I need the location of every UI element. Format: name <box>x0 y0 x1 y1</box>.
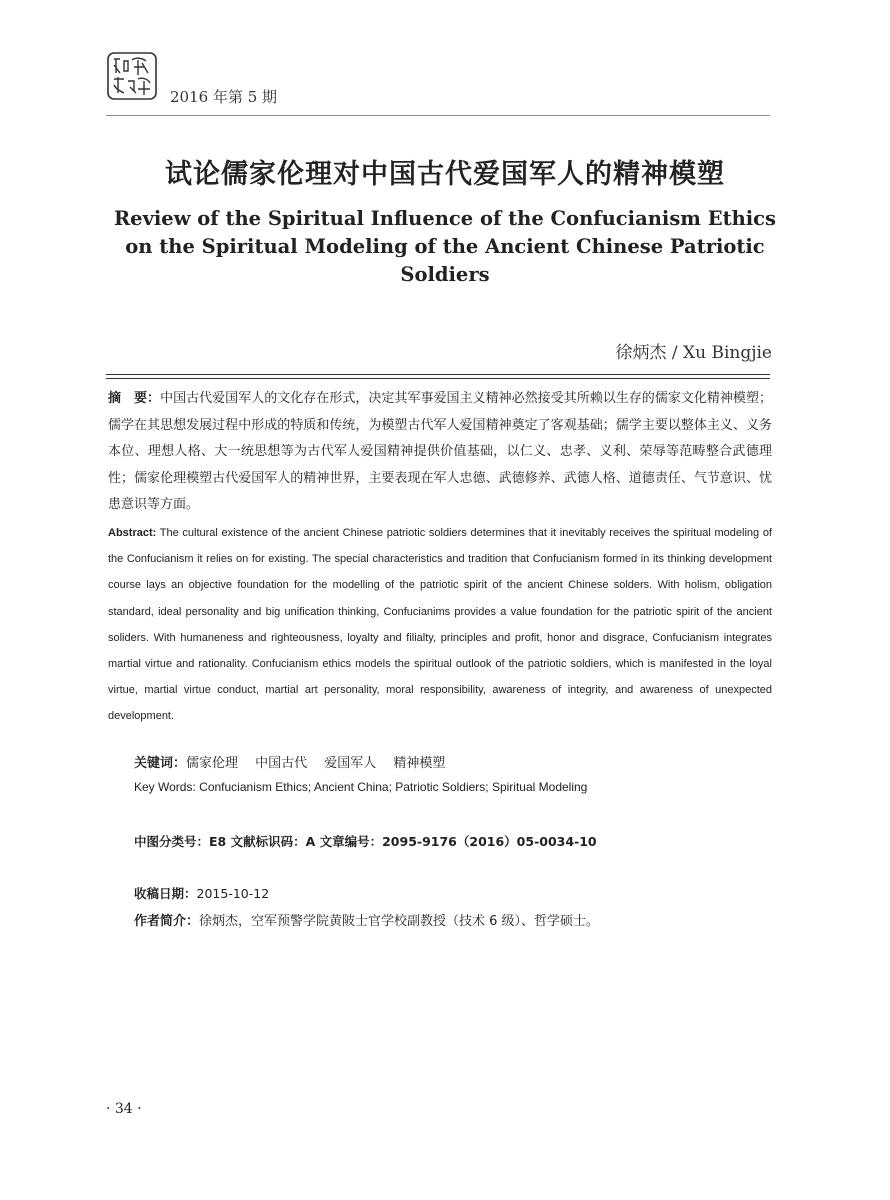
header-divider <box>106 115 770 116</box>
keywords-english-text: Confucianism Ethics; Ancient China; Patriotic Soldiers; Spiritual Modeling <box>199 780 588 794</box>
keywords-chinese-text: 儒家伦理 中国古代 爱国军人 精神模塑 <box>186 756 446 771</box>
abstract-chinese-label: 摘 要： <box>108 391 161 406</box>
author-bio-text: 徐炳杰，空军预警学院黄陂士官学校副教授（技术 6 级）、哲学硕士。 <box>199 914 600 929</box>
title-chinese: 试论儒家伦理对中国古代爱国军人的精神模塑 <box>165 159 725 190</box>
abstract-english <box>108 520 772 730</box>
issue-label: 2016 年第 5 期 <box>170 88 278 106</box>
title-english: Review of the Spiritual Influence of the Confucianism Ethics on the Spiritual Modeling of the Ancient Chinese Patriotic Soldiers <box>113 207 777 286</box>
keywords-english-label: Key Words: <box>134 780 196 794</box>
page-number: · 34 · <box>106 1101 142 1117</box>
abstract-divider-bottom <box>106 378 770 379</box>
abstract-divider-top <box>106 374 770 375</box>
abstract-english-label: Abstract: <box>108 527 157 539</box>
author-bio <box>134 910 599 929</box>
author-bio-label: 作者简介： <box>134 914 200 929</box>
received-date-label: 收稿日期： <box>134 886 197 901</box>
keywords-chinese-label: 关键词： <box>134 756 187 771</box>
received-date-value: 2015-10-12 <box>196 886 270 901</box>
journal-seal-icon <box>106 51 158 101</box>
received-date <box>134 884 269 902</box>
classification-info: 中图分类号：E8 文献标识码：A 文章编号：2095-9176（2016）05-0034-10 <box>134 834 597 849</box>
abstract-chinese-text: 中国古代爱国军人的文化存在形式，决定其军事爱国主义精神必然接受其所赖以生存的儒家文化精神模塑；儒学在其思想发展过程中形成的特质和传统，为模塑古代军人爱国精神奠定了客观基础；儒学主要以整体主义、义务本位、理想人格、大一统思想等为古代军人爱国精神提供价值基础，以仁义、忠孝、义利、荣辱等范畴整合武德理性；儒家伦理模塑古代爱国军人的精神世界，主要表现在军人忠德、武德修养、武德人格、道德责任、气节意识、忧患意识等方面。 <box>108 391 772 512</box>
abstract-english-text: The cultural existence of the ancient Chinese patriotic soldiers determines that it inevitably receives the spiritual modeling of the Confucianism it relies on for existing. The special characteristics and tradition that Confucianism formed in its thinking development course lays an objective foundation for the modelling of the patriotic spirit of the ancient Chinese solders. With holism, obligation standard, ideal personality and big unification thinking, Confucianims provides a value foundation for the patriotic spirit of the ancient soliders. With humaneness and righteousness, loyalty and filialty, principles and profit, honor and disgrace, Confucianism integrates martial virtue and rationality. Confucianism ethics models the spiritual outlook of the patriotic soldiers, which is manifested in the loyal virtue, martial virtue conduct, martial art personality, moral responsibility, awareness of integrity, and awareness of unexpected development. <box>108 527 772 723</box>
author-byline: 徐炳杰 / Xu Bingjie <box>615 343 772 363</box>
keywords-chinese <box>134 752 445 771</box>
abstract-chinese <box>108 386 772 519</box>
keywords-english <box>134 780 587 794</box>
journal-logo <box>106 51 158 101</box>
